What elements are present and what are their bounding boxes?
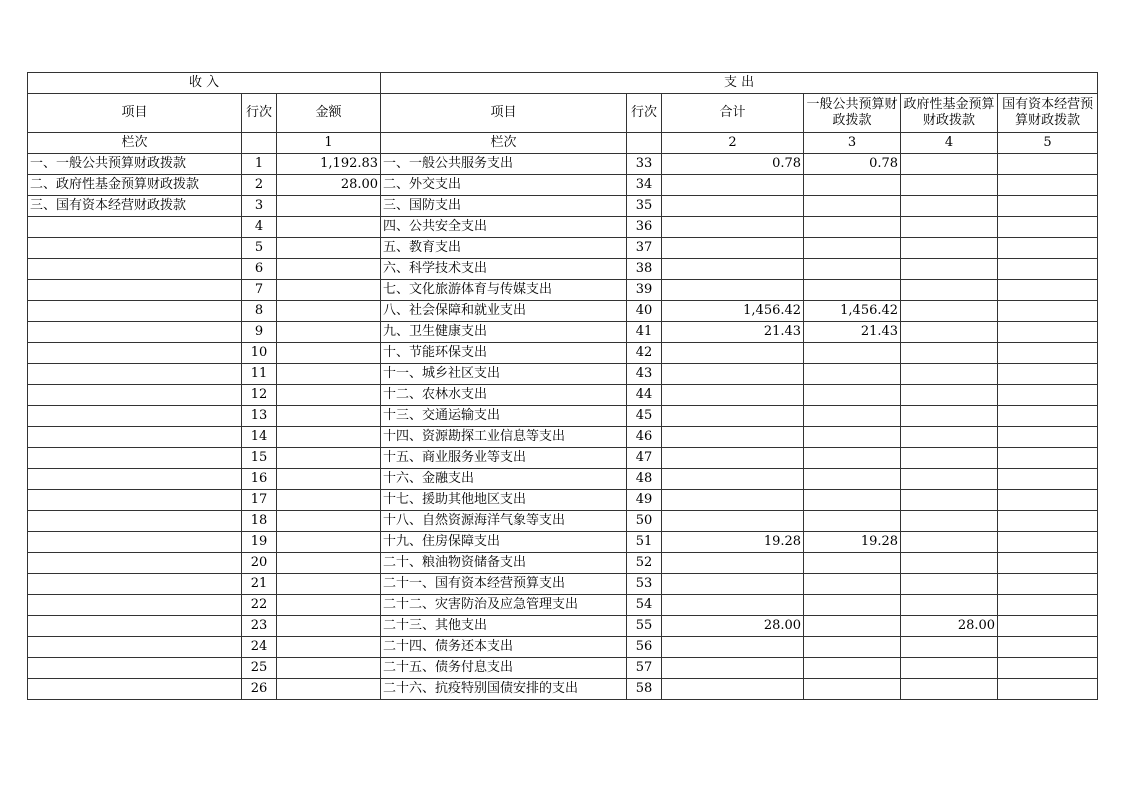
expense-row-number-cell: 40	[627, 301, 662, 322]
income-row-number-cell: 8	[242, 301, 277, 322]
income-row-number-cell: 22	[242, 595, 277, 616]
income-row-number-cell: 15	[242, 448, 277, 469]
fund-budget-cell	[901, 679, 998, 700]
expense-item-cell: 八、社会保障和就业支出	[381, 301, 627, 322]
fund-budget-cell	[901, 154, 998, 175]
table-row	[28, 679, 1098, 700]
expense-row-number-cell: 34	[627, 175, 662, 196]
expense-item-cell: 二十四、债务还本支出	[381, 637, 627, 658]
expense-item-cell: 二十、粮油物资储备支出	[381, 553, 627, 574]
expense-total-cell	[662, 406, 804, 427]
expense-total-cell	[662, 175, 804, 196]
state-capital-budget-cell	[998, 175, 1098, 196]
income-item-cell	[28, 469, 242, 490]
col-number-3: 3	[804, 133, 901, 154]
table-row	[28, 154, 1098, 175]
income-amount-cell	[277, 343, 381, 364]
income-item-cell	[28, 364, 242, 385]
expense-total-cell	[662, 196, 804, 217]
header-row-column-numbers	[28, 133, 1098, 154]
header-row-sections	[28, 73, 1098, 94]
general-budget-cell	[804, 616, 901, 637]
expense-total-cell	[662, 385, 804, 406]
fund-budget-cell	[901, 595, 998, 616]
income-item-cell	[28, 511, 242, 532]
table-row	[28, 385, 1098, 406]
expense-total-cell	[662, 637, 804, 658]
fund-budget-cell	[901, 406, 998, 427]
income-item-cell	[28, 553, 242, 574]
expense-item-cell: 十五、商业服务业等支出	[381, 448, 627, 469]
fund-budget-cell	[901, 574, 998, 595]
expense-total-cell	[662, 658, 804, 679]
state-capital-budget-cell	[998, 343, 1098, 364]
expense-total-cell	[662, 217, 804, 238]
income-item-cell	[28, 238, 242, 259]
fund-budget-cell	[901, 511, 998, 532]
general-budget-cell	[804, 175, 901, 196]
income-item-cell	[28, 343, 242, 364]
general-budget-cell	[804, 679, 901, 700]
fund-budget-cell	[901, 448, 998, 469]
income-item-cell	[28, 301, 242, 322]
income-item-cell	[28, 322, 242, 343]
expense-item-cell: 十六、金融支出	[381, 469, 627, 490]
income-amount-cell	[277, 574, 381, 595]
expense-row-number-cell: 37	[627, 238, 662, 259]
income-row-number-cell: 3	[242, 196, 277, 217]
fund-budget-cell	[901, 301, 998, 322]
fund-budget-cell	[901, 343, 998, 364]
expense-row-number-cell: 39	[627, 280, 662, 301]
state-capital-budget-cell	[998, 532, 1098, 553]
state-capital-budget-cell	[998, 154, 1098, 175]
header-row-columns	[28, 94, 1098, 133]
income-item-cell	[28, 490, 242, 511]
income-amount-cell: 1,192.83	[277, 154, 381, 175]
table-row	[28, 301, 1098, 322]
income-amount-cell	[277, 469, 381, 490]
state-capital-budget-cell	[998, 616, 1098, 637]
general-budget-cell	[804, 259, 901, 280]
expense-item-cell: 十二、农林水支出	[381, 385, 627, 406]
general-budget-cell	[804, 637, 901, 658]
income-row-number-cell: 24	[242, 637, 277, 658]
income-row-number-cell: 20	[242, 553, 277, 574]
income-row-number-cell: 7	[242, 280, 277, 301]
col-number-5: 5	[998, 133, 1098, 154]
expense-total-cell	[662, 238, 804, 259]
expense-item-cell: 七、文化旅游体育与传媒支出	[381, 280, 627, 301]
general-budget-cell	[804, 469, 901, 490]
empty-cell	[242, 133, 277, 154]
income-amount-cell	[277, 595, 381, 616]
table-row	[28, 448, 1098, 469]
expense-row-number-cell: 52	[627, 553, 662, 574]
state-capital-budget-cell	[998, 490, 1098, 511]
income-amount-cell	[277, 259, 381, 280]
fund-budget-cell	[901, 322, 998, 343]
income-amount-cell	[277, 364, 381, 385]
income-amount-cell	[277, 553, 381, 574]
expense-item-cell: 三、国防支出	[381, 196, 627, 217]
general-budget-cell	[804, 574, 901, 595]
income-amount-cell	[277, 490, 381, 511]
expense-item-cell: 二十二、灾害防治及应急管理支出	[381, 595, 627, 616]
income-amount-cell	[277, 238, 381, 259]
income-amount-cell	[277, 301, 381, 322]
table-row	[28, 616, 1098, 637]
expense-total-cell	[662, 679, 804, 700]
state-capital-budget-cell	[998, 364, 1098, 385]
col-header-expense-row: 行次	[627, 94, 662, 133]
general-budget-cell	[804, 385, 901, 406]
expense-item-cell: 十九、住房保障支出	[381, 532, 627, 553]
expense-row-number-cell: 56	[627, 637, 662, 658]
expense-item-cell: 二十五、债务付息支出	[381, 658, 627, 679]
state-capital-budget-cell	[998, 658, 1098, 679]
state-capital-budget-cell	[998, 637, 1098, 658]
general-budget-cell: 1,456.42	[804, 301, 901, 322]
expense-total-cell	[662, 259, 804, 280]
expense-item-cell: 十、节能环保支出	[381, 343, 627, 364]
expense-total-cell: 21.43	[662, 322, 804, 343]
general-budget-cell	[804, 595, 901, 616]
income-amount-cell	[277, 532, 381, 553]
expense-row-number-cell: 54	[627, 595, 662, 616]
expense-item-cell: 四、公共安全支出	[381, 217, 627, 238]
income-item-cell	[28, 595, 242, 616]
income-amount-cell	[277, 658, 381, 679]
income-amount-cell	[277, 448, 381, 469]
table-row	[28, 259, 1098, 280]
general-budget-cell	[804, 406, 901, 427]
income-item-cell	[28, 385, 242, 406]
expense-item-cell: 十七、援助其他地区支出	[381, 490, 627, 511]
income-row-number-cell: 11	[242, 364, 277, 385]
table-row	[28, 658, 1098, 679]
expense-row-number-cell: 50	[627, 511, 662, 532]
income-item-cell	[28, 679, 242, 700]
income-row-number-cell: 23	[242, 616, 277, 637]
expense-section-title: 支 出	[381, 73, 1098, 94]
expense-item-cell: 九、卫生健康支出	[381, 322, 627, 343]
col-header-state-capital-budget: 国有资本经营预算财政拨款	[998, 94, 1098, 133]
state-capital-budget-cell	[998, 427, 1098, 448]
table-row	[28, 553, 1098, 574]
expense-item-cell: 十四、资源勘探工业信息等支出	[381, 427, 627, 448]
col-number-2: 2	[662, 133, 804, 154]
general-budget-cell	[804, 448, 901, 469]
income-amount-cell	[277, 511, 381, 532]
income-row-number-cell: 10	[242, 343, 277, 364]
table-row	[28, 175, 1098, 196]
income-amount-cell: 28.00	[277, 175, 381, 196]
expense-row-number-cell: 57	[627, 658, 662, 679]
general-budget-cell	[804, 217, 901, 238]
income-row-number-cell: 5	[242, 238, 277, 259]
state-capital-budget-cell	[998, 217, 1098, 238]
expense-total-cell: 0.78	[662, 154, 804, 175]
income-item-cell: 三、国有资本经营财政拨款	[28, 196, 242, 217]
income-amount-cell	[277, 196, 381, 217]
expense-row-number-cell: 53	[627, 574, 662, 595]
table-row	[28, 637, 1098, 658]
general-budget-cell	[804, 196, 901, 217]
income-amount-cell	[277, 616, 381, 637]
fund-budget-cell	[901, 217, 998, 238]
expense-item-cell: 十八、自然资源海洋气象等支出	[381, 511, 627, 532]
fund-budget-cell	[901, 427, 998, 448]
state-capital-budget-cell	[998, 406, 1098, 427]
col-header-fund-budget: 政府性基金预算财政拨款	[901, 94, 998, 133]
fund-budget-cell	[901, 637, 998, 658]
table-row	[28, 196, 1098, 217]
expense-row-number-cell: 45	[627, 406, 662, 427]
income-amount-cell	[277, 280, 381, 301]
table-row	[28, 322, 1098, 343]
expense-total-cell: 19.28	[662, 532, 804, 553]
income-item-cell	[28, 217, 242, 238]
state-capital-budget-cell	[998, 322, 1098, 343]
budget-report-table	[27, 72, 1098, 700]
expense-row-number-cell: 42	[627, 343, 662, 364]
income-item-cell: 二、政府性基金预算财政拨款	[28, 175, 242, 196]
col-header-income-row: 行次	[242, 94, 277, 133]
col-header-general-budget: 一般公共预算财政拨款	[804, 94, 901, 133]
expense-row-number-cell: 35	[627, 196, 662, 217]
income-amount-cell	[277, 679, 381, 700]
income-row-number-cell: 16	[242, 469, 277, 490]
fund-budget-cell	[901, 532, 998, 553]
fund-budget-cell	[901, 259, 998, 280]
income-amount-cell	[277, 406, 381, 427]
table-row	[28, 364, 1098, 385]
empty-cell	[627, 133, 662, 154]
income-item-cell	[28, 532, 242, 553]
table-row	[28, 490, 1098, 511]
expense-row-number-cell: 36	[627, 217, 662, 238]
state-capital-budget-cell	[998, 511, 1098, 532]
expense-row-number-cell: 58	[627, 679, 662, 700]
table-row	[28, 343, 1098, 364]
expense-item-cell: 二十三、其他支出	[381, 616, 627, 637]
income-amount-cell	[277, 322, 381, 343]
table-row	[28, 406, 1098, 427]
lanci-label-income: 栏次	[28, 133, 242, 154]
fund-budget-cell	[901, 175, 998, 196]
expense-item-cell: 二、外交支出	[381, 175, 627, 196]
income-row-number-cell: 21	[242, 574, 277, 595]
fund-budget-cell	[901, 490, 998, 511]
income-row-number-cell: 17	[242, 490, 277, 511]
general-budget-cell	[804, 427, 901, 448]
fund-budget-cell	[901, 553, 998, 574]
income-row-number-cell: 1	[242, 154, 277, 175]
fund-budget-cell	[901, 196, 998, 217]
expense-item-cell: 二十六、抗疫特别国债安排的支出	[381, 679, 627, 700]
general-budget-cell	[804, 490, 901, 511]
general-budget-cell: 21.43	[804, 322, 901, 343]
state-capital-budget-cell	[998, 595, 1098, 616]
income-row-number-cell: 18	[242, 511, 277, 532]
fund-budget-cell	[901, 364, 998, 385]
general-budget-cell: 19.28	[804, 532, 901, 553]
general-budget-cell	[804, 364, 901, 385]
col-number-1: 1	[277, 133, 381, 154]
state-capital-budget-cell	[998, 238, 1098, 259]
expense-row-number-cell: 46	[627, 427, 662, 448]
income-item-cell	[28, 616, 242, 637]
general-budget-cell	[804, 553, 901, 574]
expense-item-cell: 六、科学技术支出	[381, 259, 627, 280]
fund-budget-cell: 28.00	[901, 616, 998, 637]
expense-total-cell	[662, 490, 804, 511]
lanci-label-expense: 栏次	[381, 133, 627, 154]
expense-row-number-cell: 33	[627, 154, 662, 175]
expense-row-number-cell: 48	[627, 469, 662, 490]
table-row	[28, 238, 1098, 259]
col-header-total: 合计	[662, 94, 804, 133]
fund-budget-cell	[901, 238, 998, 259]
income-section-title: 收 入	[28, 73, 381, 94]
expense-row-number-cell: 41	[627, 322, 662, 343]
income-item-cell	[28, 259, 242, 280]
income-row-number-cell: 26	[242, 679, 277, 700]
income-row-number-cell: 6	[242, 259, 277, 280]
state-capital-budget-cell	[998, 196, 1098, 217]
col-header-income-item: 项目	[28, 94, 242, 133]
income-item-cell	[28, 658, 242, 679]
income-amount-cell	[277, 217, 381, 238]
state-capital-budget-cell	[998, 280, 1098, 301]
state-capital-budget-cell	[998, 259, 1098, 280]
state-capital-budget-cell	[998, 679, 1098, 700]
general-budget-cell	[804, 511, 901, 532]
income-row-number-cell: 2	[242, 175, 277, 196]
expense-row-number-cell: 38	[627, 259, 662, 280]
expense-item-cell: 五、教育支出	[381, 238, 627, 259]
state-capital-budget-cell	[998, 553, 1098, 574]
expense-total-cell	[662, 553, 804, 574]
income-amount-cell	[277, 427, 381, 448]
general-budget-cell: 0.78	[804, 154, 901, 175]
income-item-cell	[28, 637, 242, 658]
state-capital-budget-cell	[998, 448, 1098, 469]
expense-item-cell: 一、一般公共服务支出	[381, 154, 627, 175]
income-row-number-cell: 14	[242, 427, 277, 448]
fund-budget-cell	[901, 385, 998, 406]
table-row	[28, 511, 1098, 532]
expense-total-cell	[662, 280, 804, 301]
expense-item-cell: 二十一、国有资本经营预算支出	[381, 574, 627, 595]
expense-row-number-cell: 43	[627, 364, 662, 385]
col-header-income-amount: 金额	[277, 94, 381, 133]
general-budget-cell	[804, 343, 901, 364]
general-budget-cell	[804, 280, 901, 301]
expense-total-cell: 1,456.42	[662, 301, 804, 322]
table-row	[28, 532, 1098, 553]
expense-total-cell	[662, 343, 804, 364]
expense-row-number-cell: 49	[627, 490, 662, 511]
expense-total-cell	[662, 469, 804, 490]
expense-total-cell	[662, 511, 804, 532]
income-row-number-cell: 12	[242, 385, 277, 406]
col-number-4: 4	[901, 133, 998, 154]
general-budget-cell	[804, 658, 901, 679]
table-row	[28, 595, 1098, 616]
state-capital-budget-cell	[998, 301, 1098, 322]
income-item-cell	[28, 427, 242, 448]
table-row	[28, 427, 1098, 448]
state-capital-budget-cell	[998, 574, 1098, 595]
expense-row-number-cell: 55	[627, 616, 662, 637]
fund-budget-cell	[901, 469, 998, 490]
fund-budget-cell	[901, 658, 998, 679]
table-row	[28, 217, 1098, 238]
income-item-cell	[28, 448, 242, 469]
expense-row-number-cell: 44	[627, 385, 662, 406]
expense-total-cell	[662, 595, 804, 616]
income-item-cell: 一、一般公共预算财政拨款	[28, 154, 242, 175]
income-row-number-cell: 19	[242, 532, 277, 553]
state-capital-budget-cell	[998, 469, 1098, 490]
col-header-expense-item: 项目	[381, 94, 627, 133]
income-amount-cell	[277, 637, 381, 658]
expense-row-number-cell: 47	[627, 448, 662, 469]
income-row-number-cell: 4	[242, 217, 277, 238]
expense-item-cell: 十一、城乡社区支出	[381, 364, 627, 385]
table-row	[28, 280, 1098, 301]
state-capital-budget-cell	[998, 385, 1098, 406]
expense-total-cell	[662, 448, 804, 469]
table-row	[28, 469, 1098, 490]
expense-total-cell	[662, 364, 804, 385]
expense-row-number-cell: 51	[627, 532, 662, 553]
income-item-cell	[28, 280, 242, 301]
fund-budget-cell	[901, 280, 998, 301]
expense-total-cell	[662, 427, 804, 448]
income-item-cell	[28, 574, 242, 595]
income-row-number-cell: 13	[242, 406, 277, 427]
income-amount-cell	[277, 385, 381, 406]
expense-total-cell: 28.00	[662, 616, 804, 637]
income-row-number-cell: 9	[242, 322, 277, 343]
expense-total-cell	[662, 574, 804, 595]
expense-item-cell: 十三、交通运输支出	[381, 406, 627, 427]
income-item-cell	[28, 406, 242, 427]
income-row-number-cell: 25	[242, 658, 277, 679]
table-row	[28, 574, 1098, 595]
general-budget-cell	[804, 238, 901, 259]
